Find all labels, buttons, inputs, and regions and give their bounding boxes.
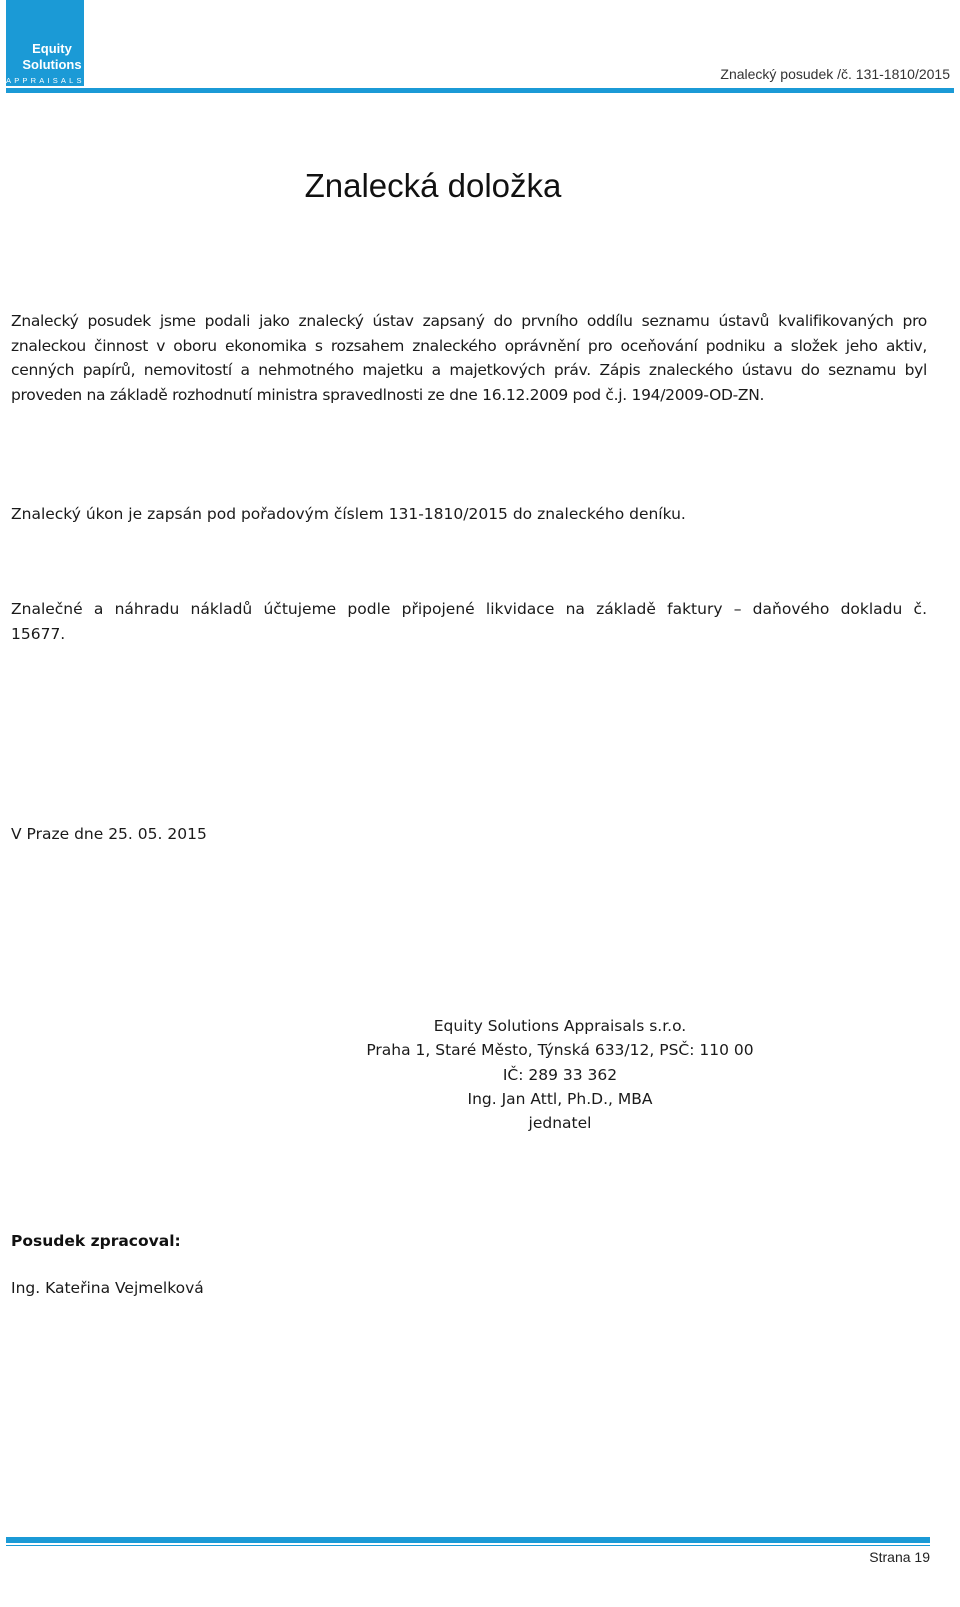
- document-reference: Znalecký posudek /č. 131-1810/2015: [720, 66, 950, 82]
- company-logo: [6, 0, 84, 86]
- paragraph-fees: Znalečné a náhradu nákladů účtujeme podle připojené likvidace na základě faktury – daňového dokladu č. 15677.: [11, 600, 927, 643]
- signature-role: jednatel: [528, 1114, 592, 1133]
- logo-text-line1: Equity: [32, 41, 72, 56]
- signature-block: [300, 1014, 820, 1135]
- page-title: Znalecká doložka: [304, 167, 562, 205]
- prepared-by-label: Posudek zpracoval:: [11, 1232, 181, 1250]
- footer-divider-thin: [6, 1545, 930, 1546]
- signature-name: Ing. Jan Attl, Ph.D., MBA: [467, 1089, 653, 1108]
- signature-ic: IČ: 289 33 362: [502, 1065, 618, 1084]
- logo-subtitle: APPRAISALS: [6, 76, 85, 85]
- paragraph-diary-entry: Znalecký úkon je zapsán pod pořadovým číslem 131-1810/2015 do znaleckého deníku.: [11, 505, 686, 523]
- signature-company: Equity Solutions Appraisals s.r.o.: [433, 1017, 687, 1035]
- header-divider: [6, 88, 954, 93]
- prepared-by-name: Ing. Kateřina Vejmelková: [11, 1279, 204, 1297]
- place-and-date: V Praze dne 25. 05. 2015: [11, 825, 207, 843]
- page-number: Strana 19: [869, 1549, 930, 1565]
- signature-address: Praha 1, Staré Město, Týnská 633/12, PSČ: 110 00: [366, 1041, 754, 1060]
- footer-divider: [6, 1537, 930, 1543]
- logo-text-line2: Solutions: [22, 57, 82, 72]
- paragraph-registration: Znalecký posudek jsme podali jako znalecký ústav zapsaný do prvního oddílu seznamu ústavů kvalifikovaných pro znaleckou činnost v oboru ekonomika s rozsahem znaleckého oprávnění pro oceňování podniku a složek jeho aktiv, cenných papírů, nemovitostí a nehmotného majetku a majetkových práv. Zápis znaleckého ústavu do seznamu byl proveden na základě rozhodnutí ministra spravedlnosti ze dne 16.12.2009 pod č.j. 194/2009-OD-ZN.: [11, 312, 927, 404]
